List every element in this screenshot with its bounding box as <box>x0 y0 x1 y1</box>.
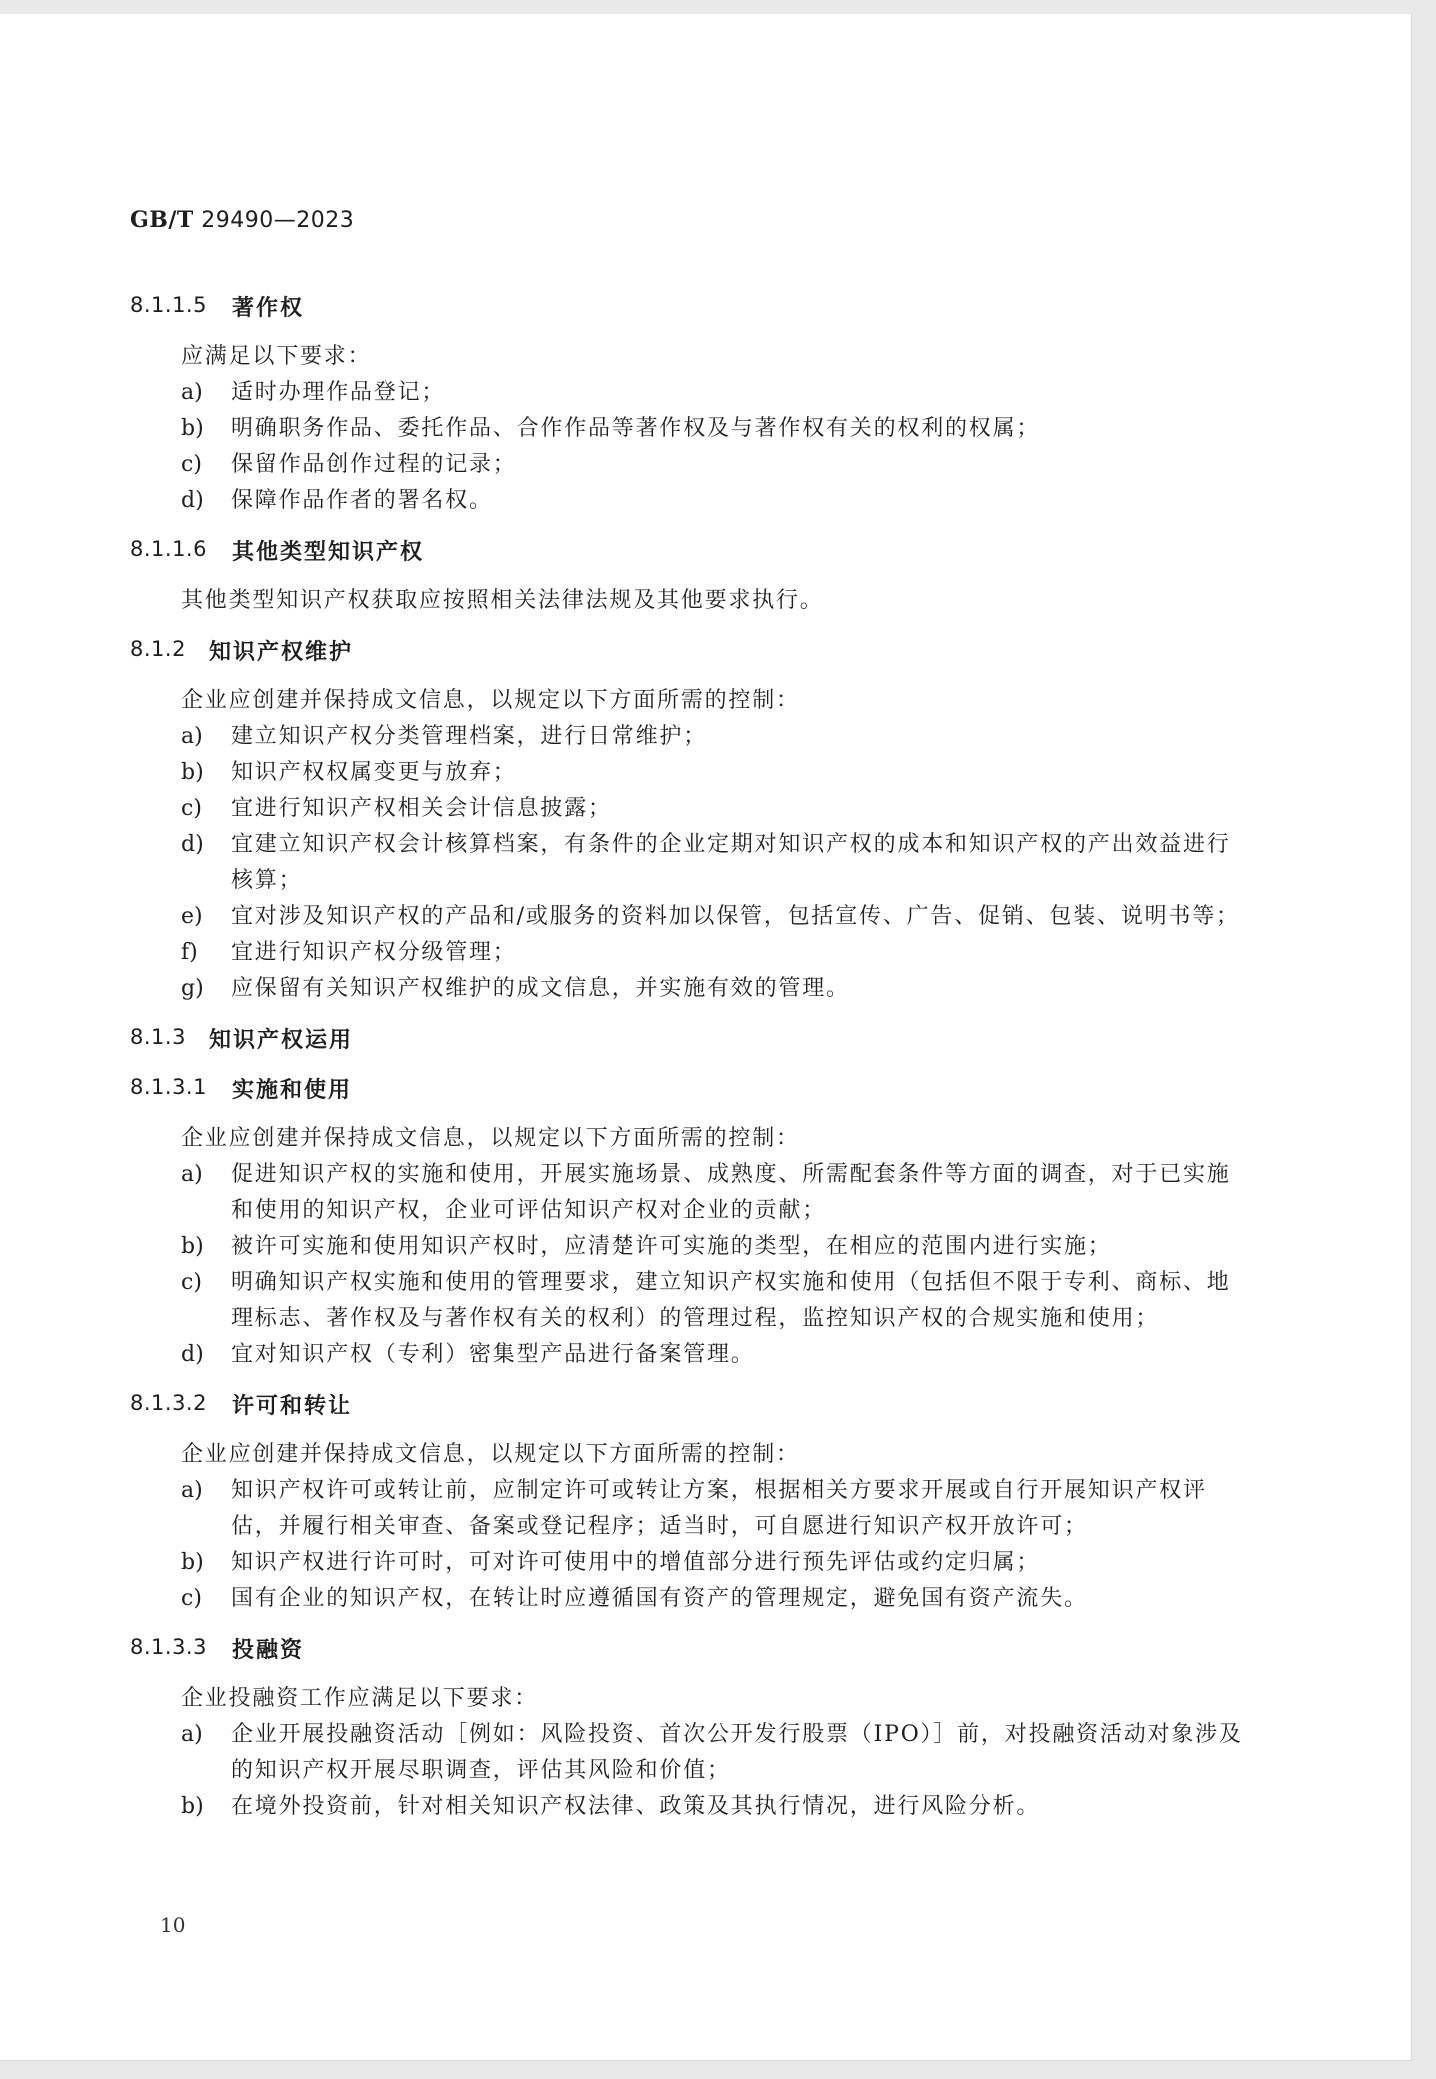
list-marker: e) <box>181 904 203 929</box>
section-title: 著作权 <box>232 296 305 321</box>
standard-code-header <box>130 207 354 233</box>
list-item <box>130 1265 1250 1337</box>
list-item <box>130 719 1250 755</box>
page-number: 10 <box>160 1913 186 1937</box>
list-item-text: 国有企业的知识产权，在转让时应遵循国有资产的管理规定，避免国有资产流失。 <box>231 1586 1088 1611</box>
section-number: 8.1.3.3 <box>130 1635 207 1659</box>
list-item <box>130 1581 1250 1617</box>
list-item <box>130 971 1250 1007</box>
list-marker: b) <box>181 416 204 441</box>
document-page <box>0 14 1412 2061</box>
section-title: 投融资 <box>232 1638 305 1663</box>
list-marker: a) <box>181 380 203 405</box>
section-heading-8-1-3 <box>130 1021 1250 1057</box>
requirement-list <box>130 1473 1250 1617</box>
list-item <box>130 483 1250 519</box>
list-item-text: 在境外投资前，针对相关知识产权法律、政策及其执行情况，进行风险分析。 <box>231 1794 1041 1819</box>
list-marker: b) <box>181 1794 204 1819</box>
list-item-text: 宜建立知识产权会计核算档案，有条件的企业定期对知识产权的成本和知识产权的产出效益进行核算； <box>231 832 1231 893</box>
list-item-text: 适时办理作品登记； <box>231 380 446 405</box>
list-item-text: 应保留有关知识产权维护的成文信息，并实施有效的管理。 <box>231 976 850 1001</box>
section-title: 许可和转让 <box>232 1394 353 1419</box>
list-item <box>130 827 1250 899</box>
section-intro: 企业投融资工作应满足以下要求： <box>181 1686 539 1711</box>
list-marker: a) <box>181 1722 203 1747</box>
list-item <box>130 1337 1250 1373</box>
list-item-text: 企业开展投融资活动［例如：风险投资、首次公开发行股票（IPO）］前，对投融资活动对象涉及的知识产权开展尽职调查，评估其风险和价值； <box>231 1722 1243 1783</box>
list-item <box>130 1229 1250 1265</box>
list-item <box>130 375 1250 411</box>
section-intro: 企业应创建并保持成文信息，以规定以下方面所需的控制： <box>181 688 800 713</box>
requirement-list <box>130 1157 1250 1373</box>
section-intro: 其他类型知识产权获取应按照相关法律法规及其他要求执行。 <box>181 588 824 613</box>
list-item-text: 宜进行知识产权分级管理； <box>231 940 517 965</box>
section-heading-8-1-1-5 <box>130 289 1250 325</box>
standard-number: 29490—2023 <box>201 208 355 233</box>
section-title: 知识产权运用 <box>209 1028 354 1053</box>
section-number: 8.1.1.5 <box>130 293 207 317</box>
list-marker: a) <box>181 724 203 749</box>
list-item-text: 促进知识产权的实施和使用，开展实施场景、成熟度、所需配套条件等方面的调查，对于已实施和使用的知识产权，企业可评估知识产权对企业的贡献； <box>231 1162 1231 1223</box>
list-item-text: 建立知识产权分类管理档案，进行日常维护； <box>231 724 708 749</box>
standard-prefix: GB/T <box>130 207 194 233</box>
requirement-list <box>130 375 1250 519</box>
list-marker: c) <box>181 796 202 821</box>
list-item-text: 知识产权许可或转让前，应制定许可或转让方案，根据相关方要求开展或自行开展知识产权评估，并履行相关审查、备案或登记程序；适当时，可自愿进行知识产权开放许可； <box>231 1478 1207 1539</box>
list-item <box>130 411 1250 447</box>
requirement-list <box>130 1717 1250 1825</box>
list-marker: d) <box>181 832 204 857</box>
section-title: 实施和使用 <box>232 1078 353 1103</box>
section-number: 8.1.2 <box>130 637 186 661</box>
list-item-text: 宜对知识产权（专利）密集型产品进行备案管理。 <box>231 1342 755 1367</box>
list-item <box>130 755 1250 791</box>
section-heading-8-1-2 <box>130 633 1250 669</box>
section-intro: 企业应创建并保持成文信息，以规定以下方面所需的控制： <box>181 1126 800 1151</box>
list-item-text: 知识产权进行许可时，可对许可使用中的增值部分进行预先评估或约定归属； <box>231 1550 1041 1575</box>
list-marker: c) <box>181 452 202 477</box>
list-marker: f) <box>181 940 198 965</box>
list-marker: c) <box>181 1270 202 1295</box>
list-marker: b) <box>181 1550 204 1575</box>
list-marker: b) <box>181 760 204 785</box>
section-title: 知识产权维护 <box>209 640 354 665</box>
section-heading-8-1-1-6 <box>130 533 1250 569</box>
list-item <box>130 447 1250 483</box>
list-marker: d) <box>181 488 204 513</box>
list-item <box>130 935 1250 971</box>
list-item <box>130 1545 1250 1581</box>
section-title: 其他类型知识产权 <box>232 540 425 565</box>
list-item-text: 宜对涉及知识产权的产品和/或服务的资料加以保管，包括宣传、广告、促销、包装、说明书等； <box>231 904 1240 929</box>
list-item <box>130 791 1250 827</box>
list-marker: d) <box>181 1342 204 1367</box>
list-item-text: 知识产权权属变更与放弃； <box>231 760 517 785</box>
list-item <box>130 1717 1250 1789</box>
section-number: 8.1.3.1 <box>130 1075 207 1099</box>
list-item <box>130 1157 1250 1229</box>
section-intro: 应满足以下要求： <box>181 344 372 369</box>
list-item-text: 保留作品创作过程的记录； <box>231 452 517 477</box>
section-intro: 企业应创建并保持成文信息，以规定以下方面所需的控制： <box>181 1442 800 1467</box>
list-marker: a) <box>181 1478 203 1503</box>
list-item-text: 明确知识产权实施和使用的管理要求，建立知识产权实施和使用（包括但不限于专利、商标、地理标志、著作权及与著作权有关的权利）的管理过程，监控知识产权的合规实施和使用； <box>231 1270 1231 1331</box>
list-item-text: 明确职务作品、委托作品、合作作品等著作权及与著作权有关的权利的权属； <box>231 416 1041 441</box>
list-item <box>130 1789 1250 1825</box>
list-item <box>130 899 1250 935</box>
section-number: 8.1.1.6 <box>130 537 207 561</box>
list-marker: a) <box>181 1162 203 1187</box>
requirement-list <box>130 719 1250 1007</box>
list-marker: g) <box>181 976 204 1001</box>
section-number: 8.1.3.2 <box>130 1391 207 1415</box>
section-number: 8.1.3 <box>130 1025 186 1049</box>
section-heading-8-1-3-2 <box>130 1387 1250 1423</box>
list-item-text: 被许可实施和使用知识产权时，应清楚许可实施的类型，在相应的范围内进行实施； <box>231 1234 1112 1259</box>
list-marker: b) <box>181 1234 204 1259</box>
list-item-text: 保障作品作者的署名权。 <box>231 488 493 513</box>
section-heading-8-1-3-3 <box>130 1631 1250 1667</box>
section-heading-8-1-3-1 <box>130 1071 1250 1107</box>
list-item <box>130 1473 1250 1545</box>
list-marker: c) <box>181 1586 202 1611</box>
document-body <box>130 289 1250 1839</box>
list-item-text: 宜进行知识产权相关会计信息披露； <box>231 796 612 821</box>
